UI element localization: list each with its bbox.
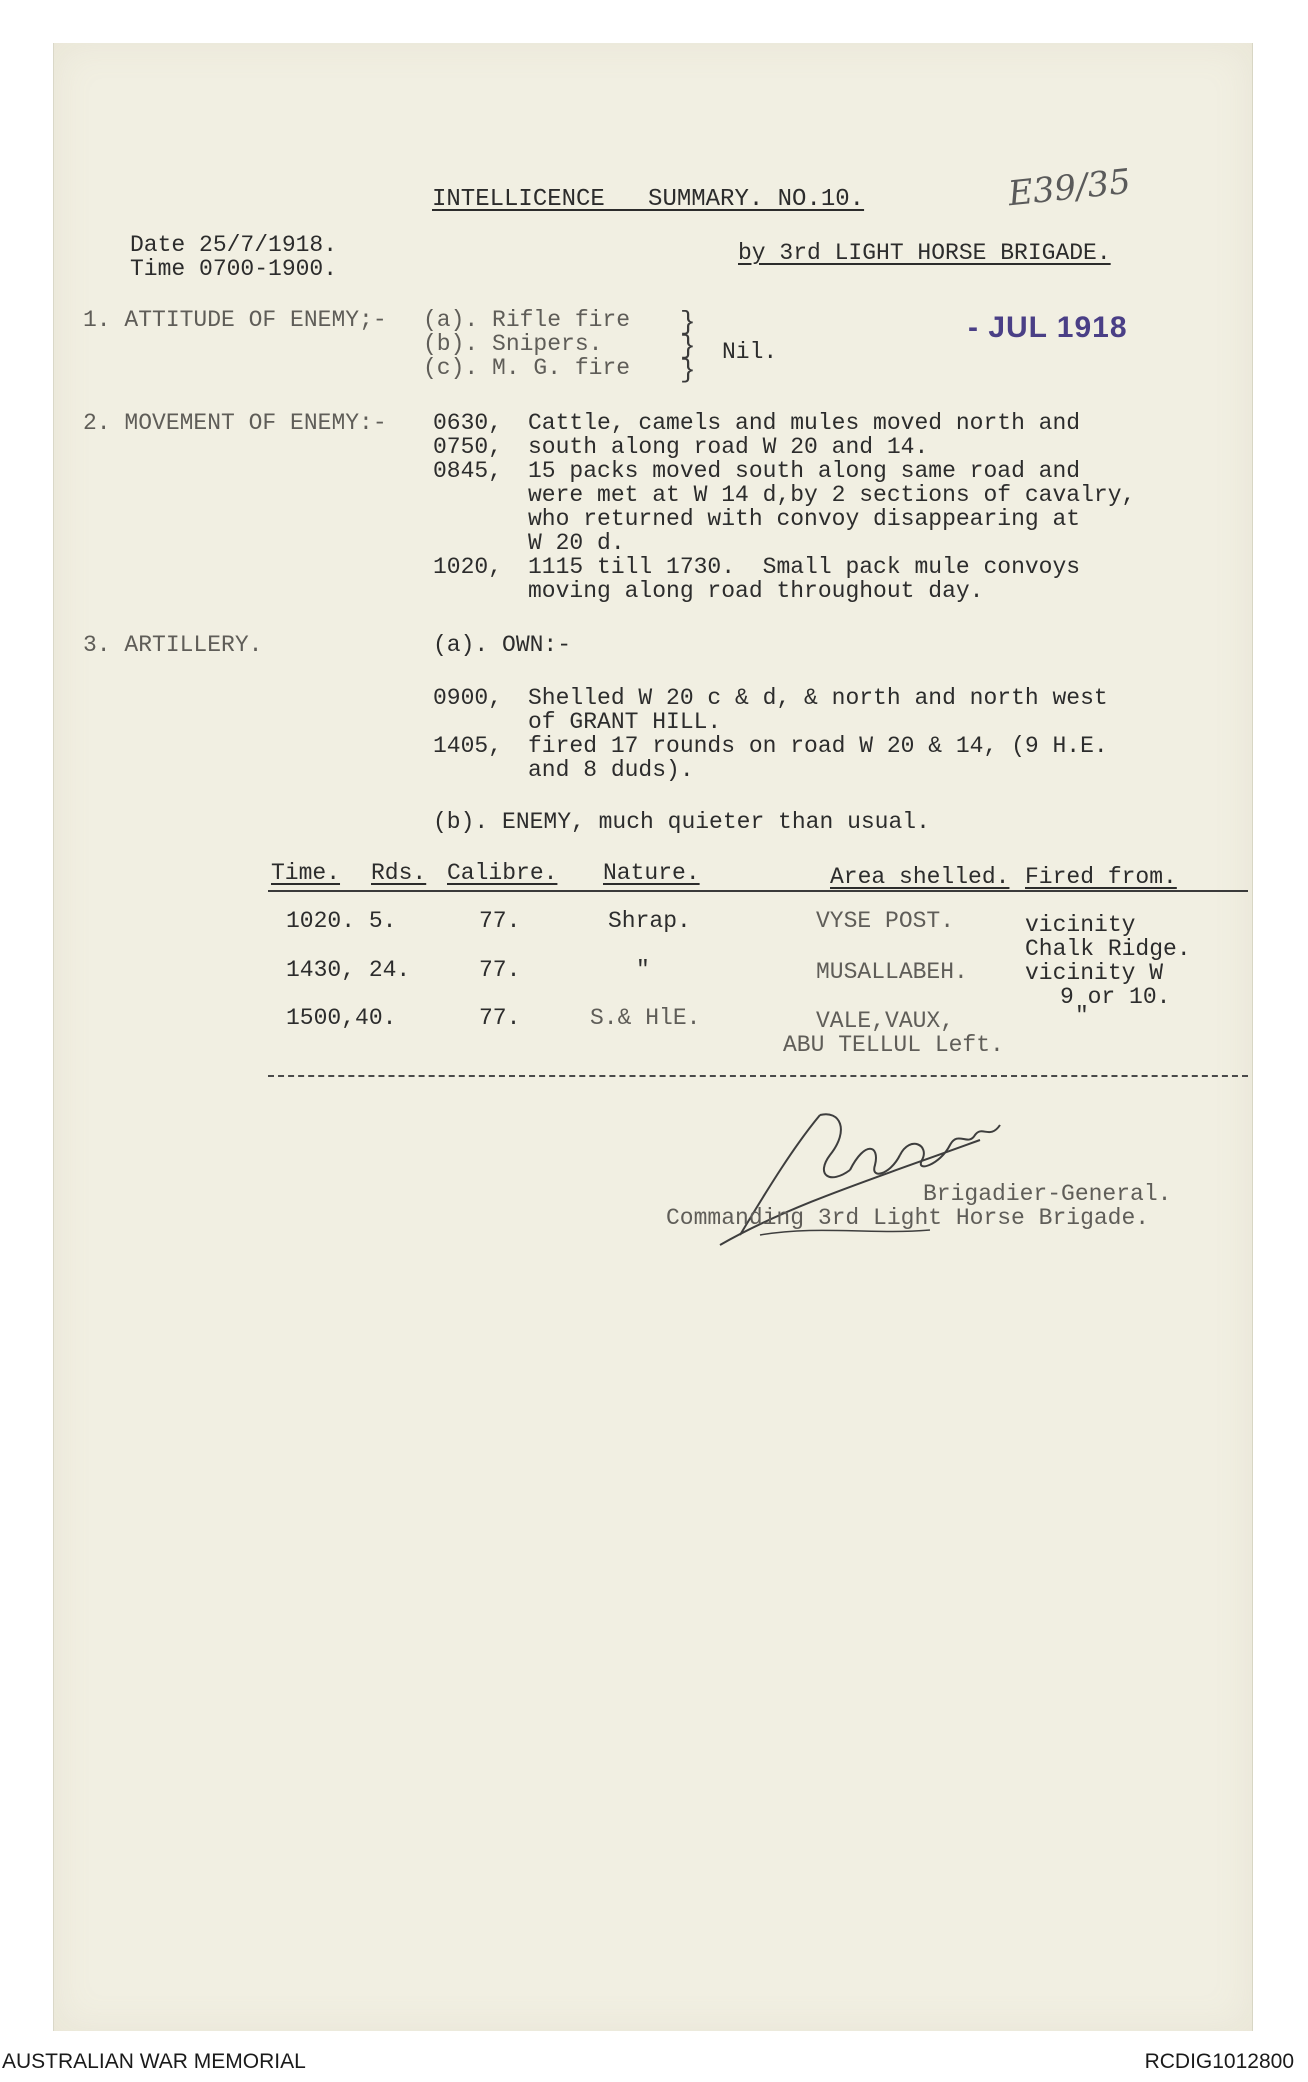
cell-fired-2: Chalk Ridge.: [1025, 936, 1191, 962]
own-label: (a). OWN:-: [433, 632, 572, 658]
section1-item-c: (c). M. G. fire: [423, 355, 631, 381]
movement-text: Cattle, camels and mules moved north and: [528, 410, 1081, 436]
movement-text: moving along road throughout day.: [528, 578, 984, 604]
cell-fired-2: 9 or 10.: [1060, 984, 1171, 1010]
movement-text: 1115 till 1730. Small pack mule convoys: [528, 554, 1081, 580]
section2-heading: 2. MOVEMENT OF ENEMY:-: [83, 410, 387, 436]
table-bottom-rule: [268, 1075, 1248, 1077]
brace-icon: }: [680, 331, 696, 361]
own-text: and 8 duds).: [528, 757, 694, 783]
own-text: fired 17 rounds on road W 20 & 14, (9 H.E.: [528, 733, 1108, 759]
own-time: 1405,: [433, 733, 503, 759]
cell-fired: ": [1075, 1003, 1089, 1029]
cell-time-rds: 1020. 5.: [286, 908, 397, 934]
signature-rank: Brigadier-General.: [923, 1181, 1172, 1207]
by-line: by 3rd LIGHT HORSE BRIGADE.: [738, 240, 1111, 266]
col-header-time: Time.: [271, 860, 341, 886]
cell-time-rds: 1500,40.: [286, 1005, 397, 1031]
cell-fired: vicinity W: [1025, 960, 1164, 986]
time-line: Time 0700-1900.: [130, 256, 338, 282]
cell-time-rds: 1430, 24.: [286, 957, 411, 983]
archive-reference: E39/35: [1006, 161, 1133, 215]
cell-area: MUSALLABEH.: [816, 959, 968, 985]
movement-text: W 20 d.: [528, 530, 625, 556]
movement-time: 1020,: [433, 554, 503, 580]
enemy-line: (b). ENEMY, much quieter than usual.: [433, 809, 930, 835]
col-header-rds: Rds.: [371, 860, 427, 886]
cell-calibre: 77.: [479, 1005, 521, 1031]
col-header-area: Area shelled.: [830, 864, 1010, 890]
section1-heading: 1. ATTITUDE OF ENEMY;-: [83, 307, 387, 333]
movement-text: who returned with convoy disappearing at: [528, 506, 1081, 532]
cell-area-2: ABU TELLUL Left.: [783, 1032, 1004, 1058]
cell-nature: ": [636, 957, 650, 983]
section1-value: Nil.: [722, 339, 778, 365]
section1-item-a: (a). Rifle fire: [423, 307, 631, 333]
movement-time: 0845,: [433, 458, 503, 484]
footer-institution: AUSTRALIAN WAR MEMORIAL: [2, 2050, 306, 2073]
own-text: Shelled W 20 c & d, & north and north west: [528, 685, 1108, 711]
cell-nature: S.& HlE.: [590, 1005, 701, 1031]
movement-time: 0750,: [433, 434, 503, 460]
col-header-fired: Fired from.: [1025, 864, 1177, 890]
document-title: INTELLICENCE SUMMARY. NO.10.: [432, 186, 865, 213]
footer-item-id: RCDIG1012800: [1144, 2050, 1294, 2073]
section3-heading: 3. ARTILLERY.: [83, 632, 263, 658]
col-header-calibre: Calibre.: [447, 860, 558, 886]
table-header-rule: [268, 890, 1248, 892]
movement-text: south along road W 20 and 14.: [528, 434, 929, 460]
cell-area: VALE,VAUX,: [816, 1008, 955, 1034]
movement-time: 0630,: [433, 410, 503, 436]
brace-icon: }: [680, 355, 696, 385]
date-stamp: - JUL 1918: [968, 311, 1128, 344]
cell-nature: Shrap.: [608, 908, 691, 934]
cell-fired: vicinity: [1025, 912, 1136, 938]
section1-item-b: (b). Snipers.: [423, 331, 603, 357]
brace-icon: }: [680, 307, 696, 337]
own-text: of GRANT HILL.: [528, 709, 722, 735]
movement-text: 15 packs moved south along same road and: [528, 458, 1081, 484]
signature-command: Commanding 3rd Light Horse Brigade.: [666, 1205, 1150, 1231]
cell-area: VYSE POST.: [816, 908, 955, 934]
date-line: Date 25/7/1918.: [130, 232, 338, 258]
col-header-nature: Nature.: [603, 860, 700, 886]
movement-text: were met at W 14 d,by 2 sections of cavalry,: [528, 482, 1136, 508]
cell-calibre: 77.: [479, 908, 521, 934]
cell-calibre: 77.: [479, 957, 521, 983]
own-time: 0900,: [433, 685, 503, 711]
